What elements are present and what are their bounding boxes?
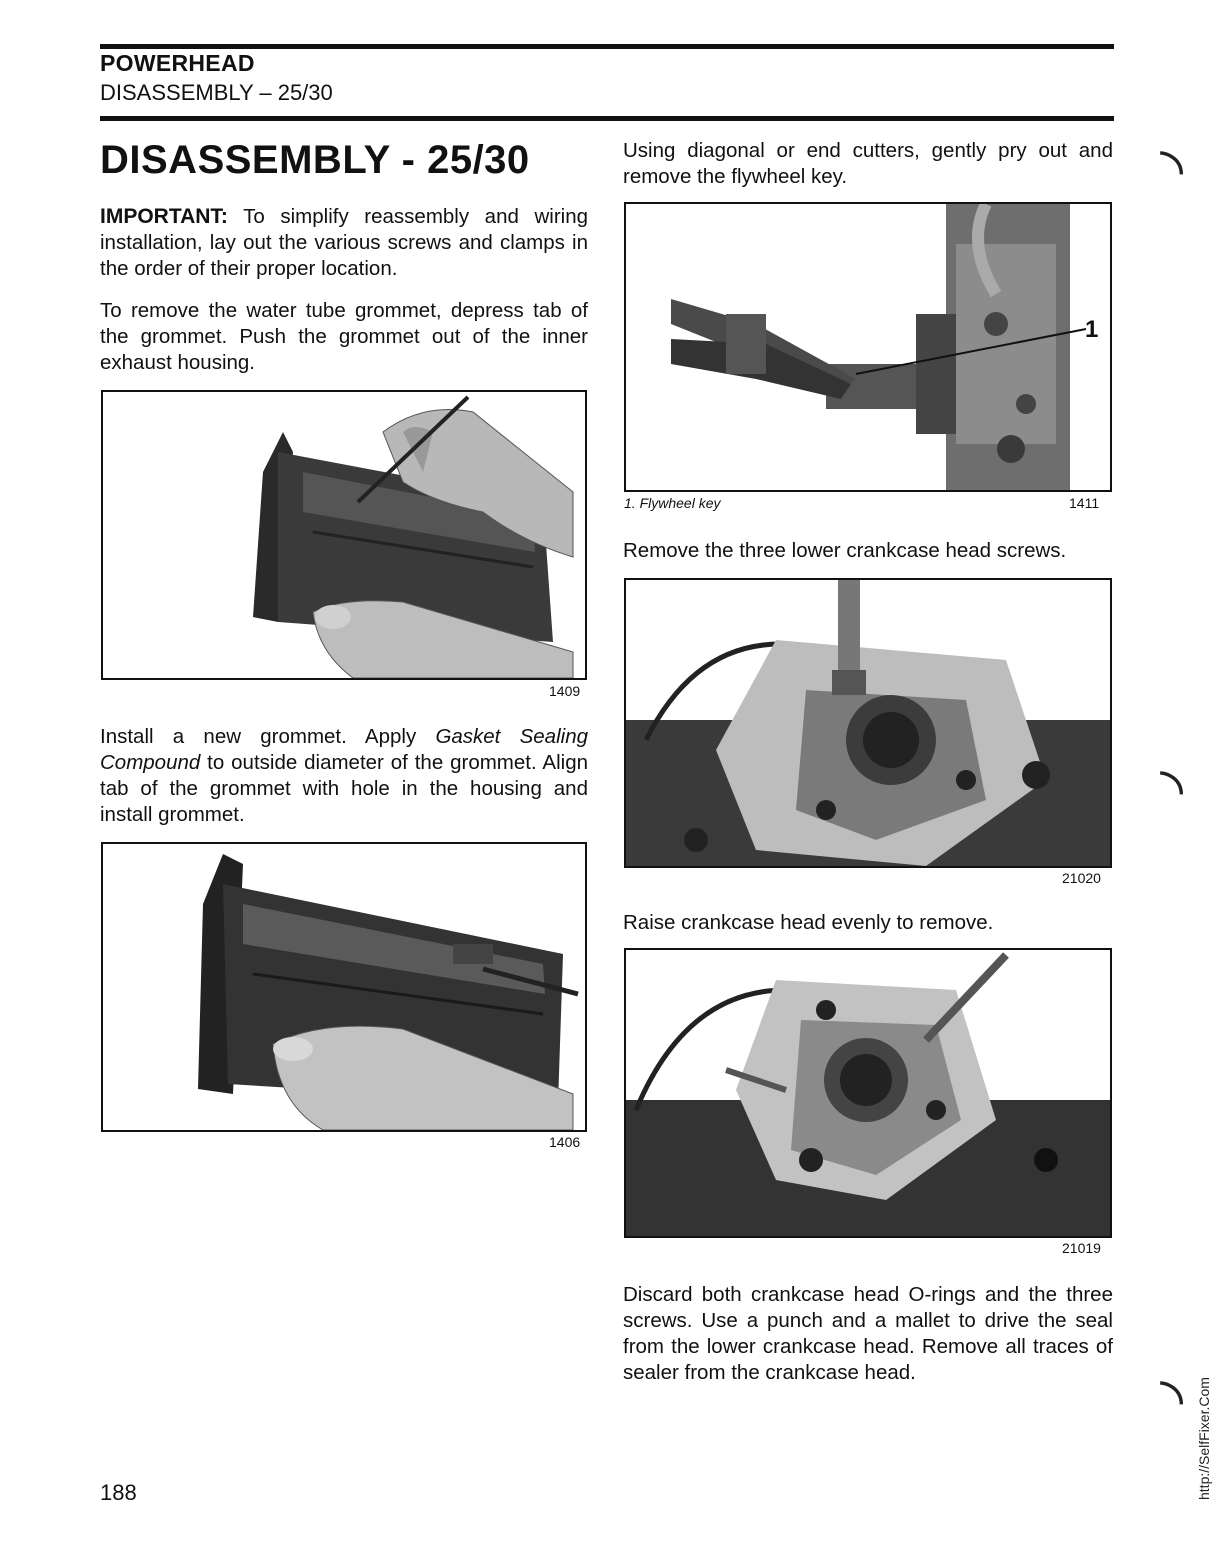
figure-21020-number: 21020 <box>1062 870 1101 886</box>
page-number: 188 <box>100 1480 137 1505</box>
figure-1411-callout: 1 <box>1085 316 1099 343</box>
figure-1409-number: 1409 <box>549 683 581 699</box>
figure-21020-remove-screws <box>624 578 1112 868</box>
important-note <box>100 204 588 282</box>
paragraph-discard: Discard both crankcase head O-rings and the three screws. Use a punch and a mallet to drive the seal from the lower crankcase head. Remove all traces of sealer from the crankcase head. <box>623 1283 1113 1384</box>
paragraph-remove-screws: Remove the three lower crankcase head screws. <box>623 539 1067 562</box>
figure-1411-flywheel-key <box>624 202 1112 492</box>
binder-punch-mark-top: ◝ <box>1160 136 1184 203</box>
figure-1406-number: 1406 <box>549 1134 581 1150</box>
paragraph-install-grommet <box>100 724 588 828</box>
paragraph-remove-grommet: To remove the water tube grommet, depress tab of the grommet. Push the grommet out of the inner exhaust housing. <box>100 299 588 374</box>
figure-21019-number: 21019 <box>1062 1240 1101 1256</box>
important-text: To simplify reassembly and wiring installation, lay out the various screws and clamps in the order of their proper location. <box>100 205 588 280</box>
binder-punch-mark-bottom: ◝ <box>1160 1366 1184 1433</box>
install-text-part2: to outside diameter of the grommet. Align tab of the grommet with hole in the housing and install grommet. <box>100 751 588 826</box>
install-product-name: Gasket Sealing Compound <box>100 725 588 774</box>
section-title: POWERHEAD <box>100 50 255 76</box>
subsection-title: DISASSEMBLY – 25/30 <box>100 80 333 105</box>
header-bottom-rule <box>100 116 1114 121</box>
paragraph-raise-head: Raise crankcase head evenly to remove. <box>623 911 994 934</box>
watermark-url: http://SelfFixer.Com <box>1196 1377 1212 1500</box>
figure-1411-number: 1411 <box>1069 495 1100 511</box>
figure-21019-raise-head <box>624 948 1112 1238</box>
figure-1406-install-grommet <box>101 842 587 1132</box>
important-label: IMPORTANT: <box>100 205 228 228</box>
header-top-rule <box>100 44 1114 49</box>
page-title: DISASSEMBLY - 25/30 <box>100 138 530 182</box>
paragraph-flywheel-key: Using diagonal or end cutters, gently pry out and remove the flywheel key. <box>623 139 1113 188</box>
binder-punch-mark-middle: ◝ <box>1160 756 1184 823</box>
install-text-part1: Install a new grommet. Apply <box>100 725 436 748</box>
figure-1411-caption: 1. Flywheel key <box>624 495 721 511</box>
figure-1409-remove-grommet <box>101 390 587 680</box>
